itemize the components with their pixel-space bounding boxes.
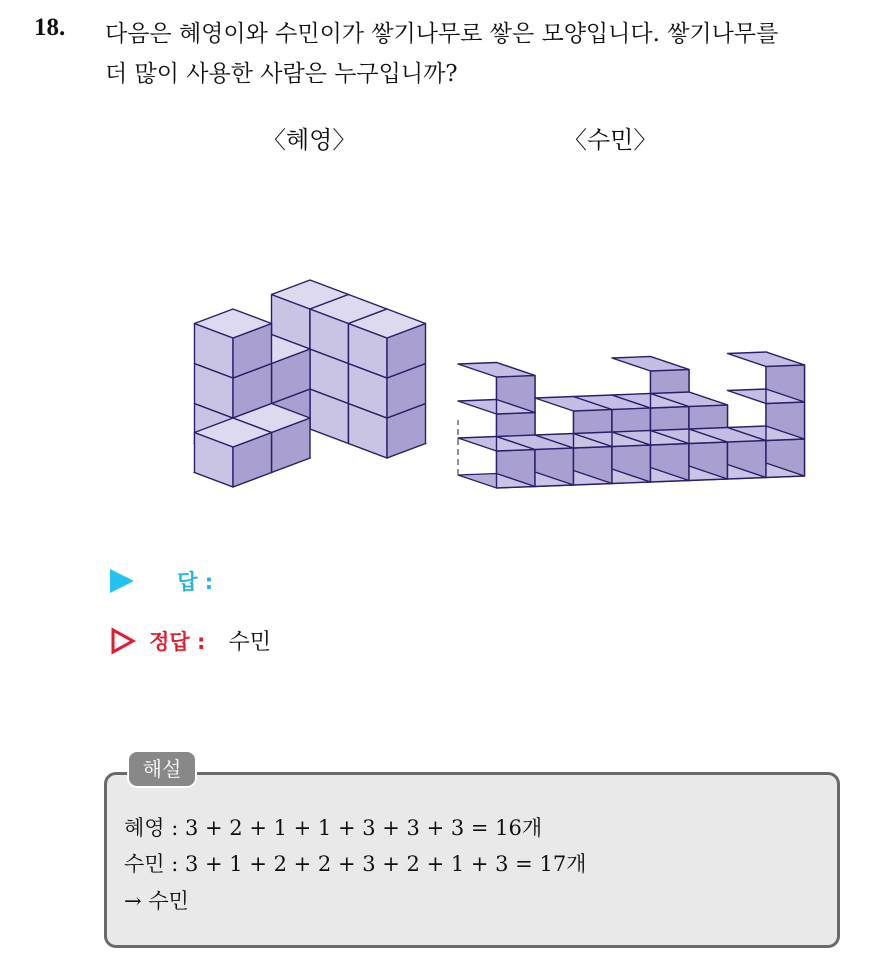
question-number: 18. <box>34 14 66 41</box>
cube-face-top <box>612 357 689 372</box>
play-triangle-icon <box>110 569 134 593</box>
explanation-tab: 해설 <box>127 750 197 788</box>
cube-face-top <box>728 352 805 367</box>
answer-row <box>110 566 213 596</box>
cube <box>458 363 535 415</box>
answer-label: 답 : <box>177 570 214 594</box>
correct-answer-value: 수민 <box>228 630 271 655</box>
cube <box>195 309 272 378</box>
figure-caption-hyeyoung: 〈혜영〉 <box>262 126 357 154</box>
cube <box>728 352 805 404</box>
explanation-line-1: 혜영 : 3 + 2 + 1 + 1 + 3 + 3 + 3 = 16개 <box>124 816 543 840</box>
cube <box>195 418 272 487</box>
correct-answer-label: 정답 : <box>149 629 206 654</box>
figure-caption-sumin: 〈수민〉 <box>563 126 658 154</box>
cube <box>349 309 426 378</box>
correct-answer-row <box>110 625 271 656</box>
cube-face-top <box>458 363 535 378</box>
question-text-line-1: 다음은 혜영이와 수민이가 쌓기나무로 쌓은 모양입니다. 쌓기나무를 <box>105 21 779 47</box>
hyeyoung-cube-figure <box>195 280 426 487</box>
explanation-line-2: 수민 : 3 + 1 + 2 + 2 + 3 + 2 + 1 + 3 = 17개 <box>124 852 587 876</box>
explanation-line-3: → 수민 <box>124 889 189 913</box>
question-text-line-2: 더 많이 사용한 사람은 누구입니까? <box>105 61 458 87</box>
sumin-cube-figure <box>458 352 805 488</box>
outline-triangle-icon <box>110 627 136 655</box>
